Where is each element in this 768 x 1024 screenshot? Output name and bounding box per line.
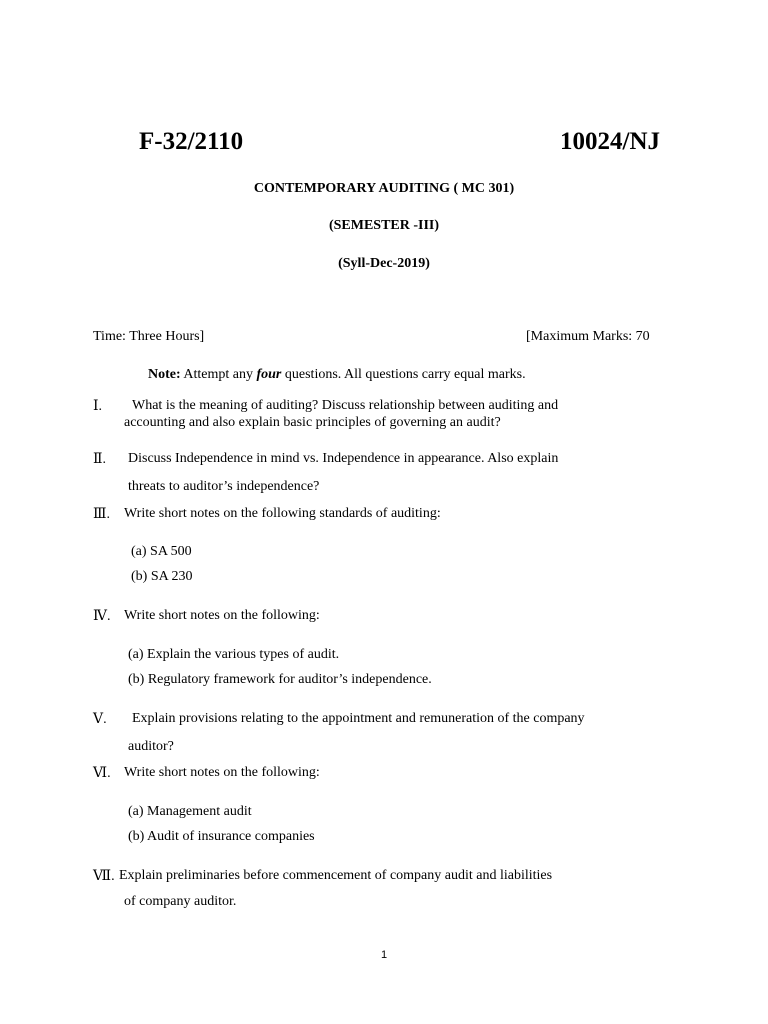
note-text-after: questions. All questions carry equal marks. bbox=[281, 367, 526, 382]
question-2-number: Ⅱ. bbox=[93, 452, 107, 467]
time-label: Time: Three Hours] bbox=[93, 329, 205, 344]
question-7-line-1: Explain preliminaries before commencement of company audit and liabilities bbox=[119, 868, 553, 883]
question-3-sub-b: (b) SA 230 bbox=[131, 569, 193, 584]
question-2-line-2: threats to auditor’s independence? bbox=[128, 479, 320, 494]
semester-label: (SEMESTER -III) bbox=[328, 218, 440, 233]
question-6-number: Ⅵ. bbox=[93, 766, 111, 781]
question-4-sub-b: (b) Regulatory framework for auditor’s independence. bbox=[128, 672, 432, 687]
question-1-line-1: What is the meaning of auditing? Discuss relationship between auditing and bbox=[132, 398, 559, 413]
question-4-line-1: Write short notes on the following: bbox=[124, 608, 320, 623]
paper-code: F-32/2110 bbox=[139, 128, 244, 155]
question-4-sub-a: (a) Explain the various types of audit. bbox=[128, 647, 340, 662]
note-emphasis: four bbox=[256, 367, 282, 382]
question-3-line-1: Write short notes on the following standards of auditing: bbox=[124, 506, 441, 521]
question-6-sub-a: (a) Management audit bbox=[128, 804, 252, 819]
question-3-sub-a: (a) SA 500 bbox=[131, 544, 192, 559]
question-3-number: Ⅲ. bbox=[93, 507, 111, 522]
question-7-number: Ⅶ. bbox=[93, 869, 115, 884]
question-5-line-2: auditor? bbox=[128, 739, 174, 754]
question-7-line-2: of company auditor. bbox=[124, 894, 237, 909]
question-1-line-2: accounting and also explain basic principles of governing an audit? bbox=[124, 415, 501, 430]
page-number: 1 bbox=[380, 949, 388, 961]
question-1-number: Ⅰ. bbox=[93, 399, 103, 414]
paper-id: 10024/NJ bbox=[560, 128, 660, 155]
question-5-number: Ⅴ. bbox=[93, 712, 107, 727]
note-label: Note: bbox=[148, 367, 181, 382]
question-2-line-1: Discuss Independence in mind vs. Independence in appearance. Also explain bbox=[128, 451, 559, 466]
question-6-line-1: Write short notes on the following: bbox=[124, 765, 320, 780]
max-marks-label: [Maximum Marks: 70 bbox=[526, 329, 650, 344]
course-title: CONTEMPORARY AUDITING ( MC 301) bbox=[253, 181, 515, 196]
syllabus-label: (Syll-Dec-2019) bbox=[338, 256, 430, 271]
question-5-line-1: Explain provisions relating to the appointment and remuneration of the company bbox=[132, 711, 585, 726]
note-text-before: Attempt any bbox=[180, 367, 257, 382]
instructions-note bbox=[148, 367, 526, 383]
question-4-number: Ⅳ. bbox=[93, 609, 111, 624]
question-6-sub-b: (b) Audit of insurance companies bbox=[128, 829, 315, 844]
